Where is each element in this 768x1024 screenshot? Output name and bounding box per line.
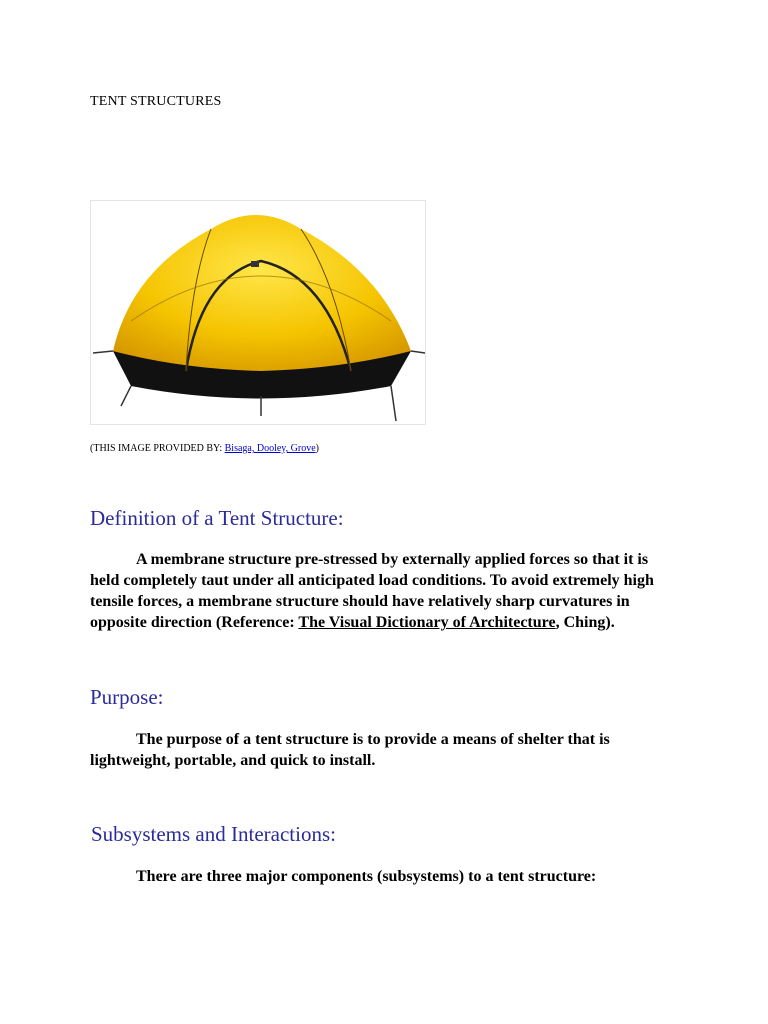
purpose-text: The purpose of a tent structure is to provide a means of shelter that is lightweight, portable, and quick to install.	[90, 731, 610, 769]
subsystems-paragraph	[90, 866, 670, 887]
subsystems-text: There are three major components (subsystems) to a tent structure:	[136, 868, 597, 885]
definition-paragraph	[90, 549, 670, 633]
purpose-paragraph	[90, 729, 670, 771]
definition-text: A membrane structure pre-stressed by externally applied forces so that it is held completely taut under all anticipated load conditions. To avoid extremely high tensile forces, a membrane structure should have relatively sharp curvatures in opposite direction (Reference:	[90, 551, 654, 631]
image-caption	[90, 443, 319, 454]
caption-suffix: )	[315, 443, 319, 454]
definition-heading: Definition of a Tent Structure:	[90, 506, 344, 530]
tent-image	[90, 200, 426, 425]
caption-credit-link[interactable]: Bisaga, Dooley, Grove	[224, 443, 316, 454]
page-title: TENT STRUCTURES	[90, 94, 222, 109]
caption-prefix: (THIS IMAGE PROVIDED BY:	[90, 443, 225, 454]
reference-title: The Visual Dictionary of Architecture	[298, 614, 556, 631]
definition-text-end: , Ching).	[555, 614, 615, 631]
tent-illustration	[91, 201, 425, 424]
purpose-heading: Purpose:	[90, 685, 164, 709]
subsystems-heading: Subsystems and Interactions:	[91, 822, 336, 846]
